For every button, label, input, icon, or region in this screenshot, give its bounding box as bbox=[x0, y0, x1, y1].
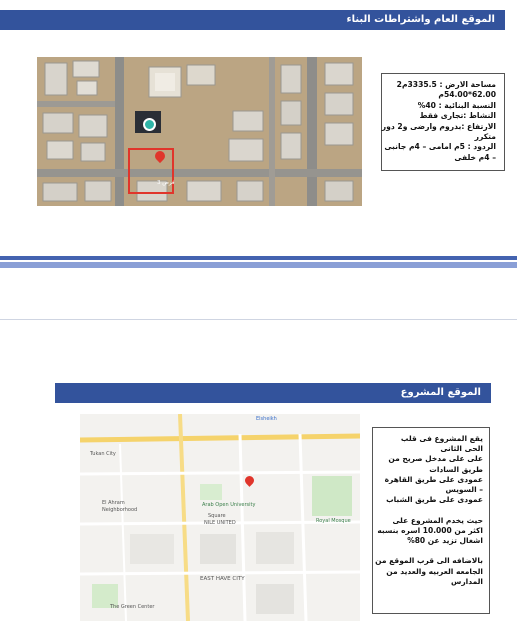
map-label-bottom: EAST HAVE CITY bbox=[200, 576, 245, 582]
map-label-left1: Tukan City bbox=[90, 451, 116, 457]
map-label-left2: El Ahram bbox=[102, 500, 125, 506]
info-line-setbacks: الردود : 5م امامى – 4م جانبى bbox=[384, 142, 496, 152]
info-line-ratio: النسبة البنائية : 40% bbox=[417, 100, 496, 110]
map-label-mid1: Arab Open University bbox=[202, 502, 256, 508]
bullet-line-8: حيث يخدم المشروع على bbox=[392, 515, 483, 525]
bullet-line-4: عمودى على طريق القاهرة bbox=[384, 474, 483, 484]
map-label-right1: Royal Mosque bbox=[316, 518, 351, 524]
site-info-card bbox=[381, 73, 505, 171]
map-label-bottom2: The Green Center bbox=[110, 604, 155, 610]
project-location-card bbox=[372, 427, 490, 614]
info-line-height: الارتفاع :بدروم وارضى و2 دور bbox=[381, 121, 496, 131]
satellite-map bbox=[37, 57, 362, 206]
bullet-line-5: – السويس bbox=[445, 485, 483, 495]
satellite-map-image bbox=[37, 57, 362, 206]
bullet-line-13: الجامعه العربيه والعديد من bbox=[386, 566, 483, 576]
info-line-area: مساحة الارض : 3335.5م2 bbox=[396, 80, 496, 89]
bullet-line-3: طريق السادات bbox=[429, 464, 483, 474]
bullet-line-14: المدارس bbox=[451, 576, 483, 586]
slide-1 bbox=[0, 0, 517, 268]
bullet-line-2: على على مدخل صريح من bbox=[388, 454, 483, 464]
map-label-left3: Neighborhood bbox=[102, 507, 138, 513]
info-line-activity: النشاط :تجارى فقط bbox=[419, 111, 496, 121]
slide-2-title-banner: الموقع المشروع bbox=[55, 383, 491, 403]
slide-gap bbox=[0, 268, 517, 318]
street-map bbox=[80, 414, 360, 621]
slide-1-bottom-bar bbox=[0, 256, 517, 260]
info-line-setbacks-cont: – 4م خلفى bbox=[454, 152, 496, 162]
info-line-height-cont: متكرر bbox=[474, 132, 496, 142]
bullet-line-10: اشغال تزيد عن 80% bbox=[407, 536, 483, 546]
map-label-top: Elsheikh bbox=[256, 416, 277, 422]
bullet-line-1: الحى الثانى bbox=[440, 444, 483, 454]
map-marker-icon bbox=[143, 118, 156, 131]
map-label-mid2: Square bbox=[208, 513, 226, 519]
map-label-mid3: NILE UNITED bbox=[204, 520, 236, 526]
bullet-line-11 bbox=[379, 546, 483, 556]
bullet-line-0: يقع المشروع فى قلب bbox=[400, 434, 483, 443]
bullet-line-6: عمودى على طريق الشباب bbox=[386, 495, 483, 505]
info-line-dimensions: 62.00*54.00م bbox=[438, 90, 496, 100]
bullet-line-12: بالاضافه الى قرب الموقع من bbox=[375, 556, 483, 566]
bullet-line-7 bbox=[379, 505, 483, 515]
bullet-line-9: اكثر من 10.000 اسره بنسبه bbox=[377, 525, 483, 535]
slide-1-title-banner: الموقع العام واشتراطات البناء bbox=[0, 10, 505, 30]
slide-gap-2 bbox=[0, 320, 517, 355]
map-place-label: 3 فرص bbox=[157, 180, 175, 186]
